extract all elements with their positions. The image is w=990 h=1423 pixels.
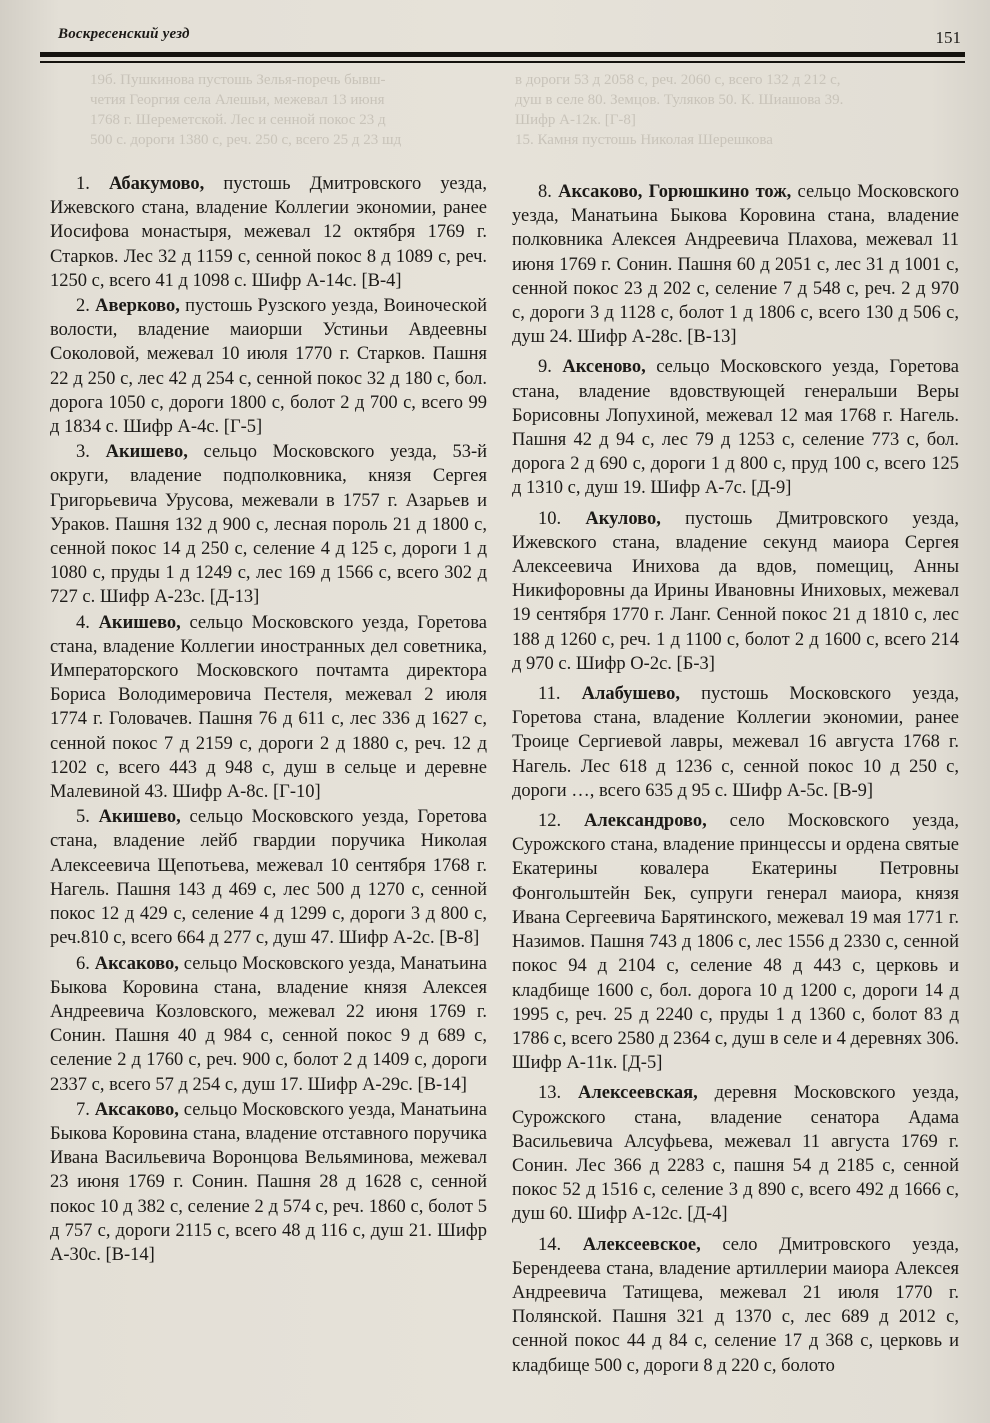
entry-text: сельцо Московского уезда, Горетова стана, владение вдовствующей генеральши Веры Борисовны Лопухиной, межевал 12 мая 1768 г. Нагель. Пашня 42 д 94 с, лес 79 д 1253 с, селение 773 с, бол. дорога 2 д 690 с, дороги 1 д 800 с, пруд 100 с, всего 125 д 1310 с, душ 19. Шифр А-7с. [Д-9] (512, 357, 960, 499)
entry-text: село Московского уезда, Сурожского стана, владение принцессы и ордена святые Екатерины ковалера Екатерины Петровны Фонгольштейн Бек, супруги генерал маиора, князя Ивана Сергеевича Барятинского, межевал 19 мая 1771 г. Назимов. Пашня 743 д 1806 с, лес 1556 д 2330 с, сенной покос 94 д 2104 с, селение 48 д 443 с, церковь и кладбище 1600 с, бол. дорога 10 д 1200 с, дороги 14 д 1995 с, реч. 25 д 2240 с, пруды 1 д 1360 с, болот 83 д 1786 с, всего 2580 д 2364 с, душ в селе и 4 деревнях 306. Шифр А-11к. [Д-5] (512, 811, 959, 1074)
entry-number: 14. (538, 1234, 583, 1255)
entry-number: 9. (538, 357, 563, 378)
gazetteer-entry (50, 805, 487, 950)
gazetteer-entry (512, 355, 959, 500)
entry-name: Аксаково, (94, 953, 179, 974)
entry-number: 6. (76, 953, 95, 974)
entry-text: село Дмитровского уезда, Берендеева стана, владение артиллерии маиора Алексея Андреевича Татищева, межевал 21 июля 1770 г. Полянской. Пашня 321 д 1370 с, лес 689 д 2012 с, сенной покос 44 д 84 с, селение 17 д 368 с, церковь и кладбище 500 с, дороги 8 д 220 с, болото (512, 1234, 959, 1376)
entry-number: 8. (538, 182, 559, 202)
entry-name: Алабушево, (581, 684, 680, 705)
ghost-line: душ в селе 80. Земцов. Туляков 50. К. Шиашова 39. (515, 92, 844, 108)
entry-text: пустошь Московского уезда, Горетова стана, владение Коллегии экономии, ранее Троице Сергиевой лавры, межевал 16 августа 1768 г. Нагель. Лес 618 д 1236 с, сенной покос 10 д 250 с, дороги …, всего 635 д 95 с. Шифр А-5с. [В-9] (512, 684, 959, 801)
entry-name: Абакумово, (109, 174, 205, 194)
gazetteer-entry (512, 507, 959, 676)
entry-number: 10. (538, 508, 586, 529)
ghost-line: Шифр А-12к. [Г-8] (515, 112, 636, 128)
entry-name: Аксаково, (94, 1099, 179, 1120)
ghost-line: 500 с. дороги 1380 с, реч. 250 с, всего 25 д 23 шд (90, 132, 402, 148)
entry-number: 7. (76, 1099, 95, 1120)
entry-name: Алексеевская, (578, 1083, 698, 1104)
entry-text: сельцо Московского уезда, Манатьина Быкова Коровина стана, владение отставного поручика Ивана Васильевича Воронцова Вельяминова, межевал 23 июня 1769 г. Сонин. Пашня 28 д 1628 с, сенной покос 10 д 382 с, селение 2 д 574 с, реч. 1860 с, болот 5 д 757 с, дороги 2115 с, всего 48 д 116 с, душ 21. Шифр А-30с. [В-14] (50, 1099, 488, 1265)
ghost-line: 15. Камня пустошь Николая Шерешкова (515, 132, 773, 148)
entry-number: 4. (76, 612, 99, 633)
entry-text: сельцо Московского уезда, Манатьина Быкова Коровина стана, владение князя Алексея Андреевича Козловского, межевал 22 июня 1769 г. Сонин. Пашня 40 д 984 с, сенной покос 9 д 689 с, селение 2 д 1760 с, реч. 900 с, болот 2 д 1409 с, дороги 2337 с, всего 57 д 254 с, душ 17. Шифр А-29с. [В-14] (50, 953, 488, 1095)
header-rule-thick (40, 52, 965, 57)
page-header (40, 26, 965, 48)
entry-number: 2. (76, 296, 96, 317)
entry-text: пустошь Дмитровского уезда, Ижевского стана, владение Коллегии экономии, ранее Иосифова монастыря, межевал 12 октября 1769 г. Старков. Лес 32 д 1159 с, сенной покос 8 д 1089 с, реч. 1250 с, всего 41 д 1098 с. Шифр А-14с. [В-4] (50, 174, 487, 291)
gazetteer-entry (512, 809, 959, 1075)
entry-name: Аксеново, (562, 357, 646, 378)
gazetteer-entry (50, 611, 487, 805)
ghost-line: 19б. Пушкинова пустошь Зелья-поречь бывш- (90, 72, 386, 88)
entry-name: Акишево, (105, 442, 188, 463)
entry-number: 3. (76, 442, 106, 463)
left-column (50, 172, 487, 1268)
bleed-through-text-right (515, 70, 955, 170)
gazetteer-entry (50, 294, 487, 439)
entry-text: сельцо Московского уезда, Горетова стана, владение Коллегии иностранных дел советника, Императорского Московского почтамта директора Бориса Володимеровича Пестеля, межевал 2 июля 1774 г. Головачев. Пашня 76 д 611 с, лес 336 д 1627 с, сенной покос 7 д 2159 с, дороги 2 д 1880 с, реч. 12 д 1202 с, всего 443 д 948 с, душ в сельце и деревне Малевиной 43. Шифр А-8с. [Г-10] (50, 612, 487, 803)
entry-name: Алексеевское, (582, 1234, 701, 1255)
entry-text: пустошь Дмитровского уезда, Ижевского стана, владение секунд маиора Сергея Алексеевича Инихова да вдов, помещиц, Анны Никифоровны да Ирины Ивановны Иниховых, межевал 19 сентября 1770 г. Ланг. Сенной покос 21 д 1810 с, лес 188 д 1260 с, реч. 1 д 1100 с, болот 2 д 1600 с, всего 214 д 970 с. Шифр О-2с. [Б-3] (512, 508, 959, 674)
gazetteer-entry (50, 172, 487, 293)
bleed-through-text-left (90, 70, 490, 180)
header-rule-thin (40, 61, 965, 63)
entry-number: 1. (76, 174, 110, 194)
ghost-line: 1768 г. Шереметской. Лес и сенной покос 23 д (90, 112, 386, 128)
gazetteer-entry (512, 180, 959, 349)
entry-text: пустошь Рузского уезда, Воиноческой волости, владение маиорши Устиньи Авдеевны Соколовой, межевал 10 июля 1770 г. Старков. Пашня 22 д 250 с, лес 42 д 254 с, сенной покос 32 д 180 с, бол. дорога 1050 с, дороги 1800 с, болот 2 д 700 с, всего 99 д 1834 с. Шифр А-4с. [Г-5] (50, 296, 487, 438)
gazetteer-entry (512, 682, 959, 803)
entry-name: Акишево, (98, 807, 181, 828)
gazetteer-entry (512, 1081, 959, 1226)
gazetteer-entry (50, 952, 487, 1097)
entry-name: Аверково, (95, 296, 180, 317)
entry-name: Акишево, (98, 612, 181, 633)
entry-number: 13. (538, 1083, 579, 1104)
gazetteer-entry (50, 440, 487, 609)
entry-text: сельцо Московского уезда, Горетова стана, владение лейб гвардии поручика Николая Алексеевича Щепотьева, межевал 10 сентября 1768 г. Нагель. Пашня 143 д 469 с, лес 500 д 1270 с, сенной покос 12 д 429 с, селение 4 д 1299 с, дороги 3 д 800 с, реч.810 с, всего 664 д 277 с, душ 47. Шифр А-2с. [В-8] (50, 807, 487, 949)
entry-text: деревня Московского уезда, Сурожского стана, владение сенатора Адама Васильевича Алсуфьева, межевал 11 августа 1769 г. Сонин. Лес 366 д 2283 с, пашня 54 д 2185 с, сенной покос 52 д 1516 с, селение 3 д 890 с, всего 492 д 1666 с, душ 60. Шифр А-12с. [Д-4] (512, 1083, 959, 1225)
entry-text: сельцо Московского уезда, Манатьина Быкова Коровина стана, владение полковника Алексея Андреевича Плахова, межевал 11 июня 1769 г. Сонин. Пашня 60 д 2051 с, лес 31 д 1001 с, сенной покос 23 д 202 с, селение 7 д 548 с, реч. 2 д 970 с, дороги 3 д 1128 с, болот 1 д 1806 с, всего 130 д 506 с, душ 24. Шифр А-28с. [В-13] (512, 182, 959, 348)
ghost-line: четия Георгия села Алешьи, межевал 13 июня (90, 92, 385, 108)
ghost-line: в дороги 53 д 2058 с, реч. 2060 с, всего 132 д 212 с, (515, 72, 841, 88)
entry-number: 5. (76, 807, 99, 828)
entry-name: Акулово, (585, 508, 661, 529)
entry-number: 12. (538, 811, 585, 832)
page-number: 151 (935, 28, 961, 47)
running-title: Воскресенский уезд (58, 26, 190, 42)
gazetteer-entry (512, 1233, 959, 1378)
right-column (512, 180, 959, 1384)
entry-name: Аксаково, Горюшкино тож, (558, 182, 792, 202)
entry-name: Александрово, (584, 811, 707, 832)
entry-number: 11. (538, 684, 582, 705)
entry-text: сельцо Московского уезда, 53-й округи, владение подполковника, князя Сергея Григорьевича Урусова, межевали в 1757 г. Азарьев и Ураков. Пашня 132 д 900 с, лесная пороль 21 д 1800 с, сенной покос 14 д 250 с, селение 4 д 125 с, дороги 1 д 1080 с, пруды 1 д 1249 с, лес 169 д 1566 с, всего 302 д 727 с. Шифр А-23с. [Д-13] (50, 442, 488, 608)
gazetteer-entry (50, 1098, 487, 1267)
